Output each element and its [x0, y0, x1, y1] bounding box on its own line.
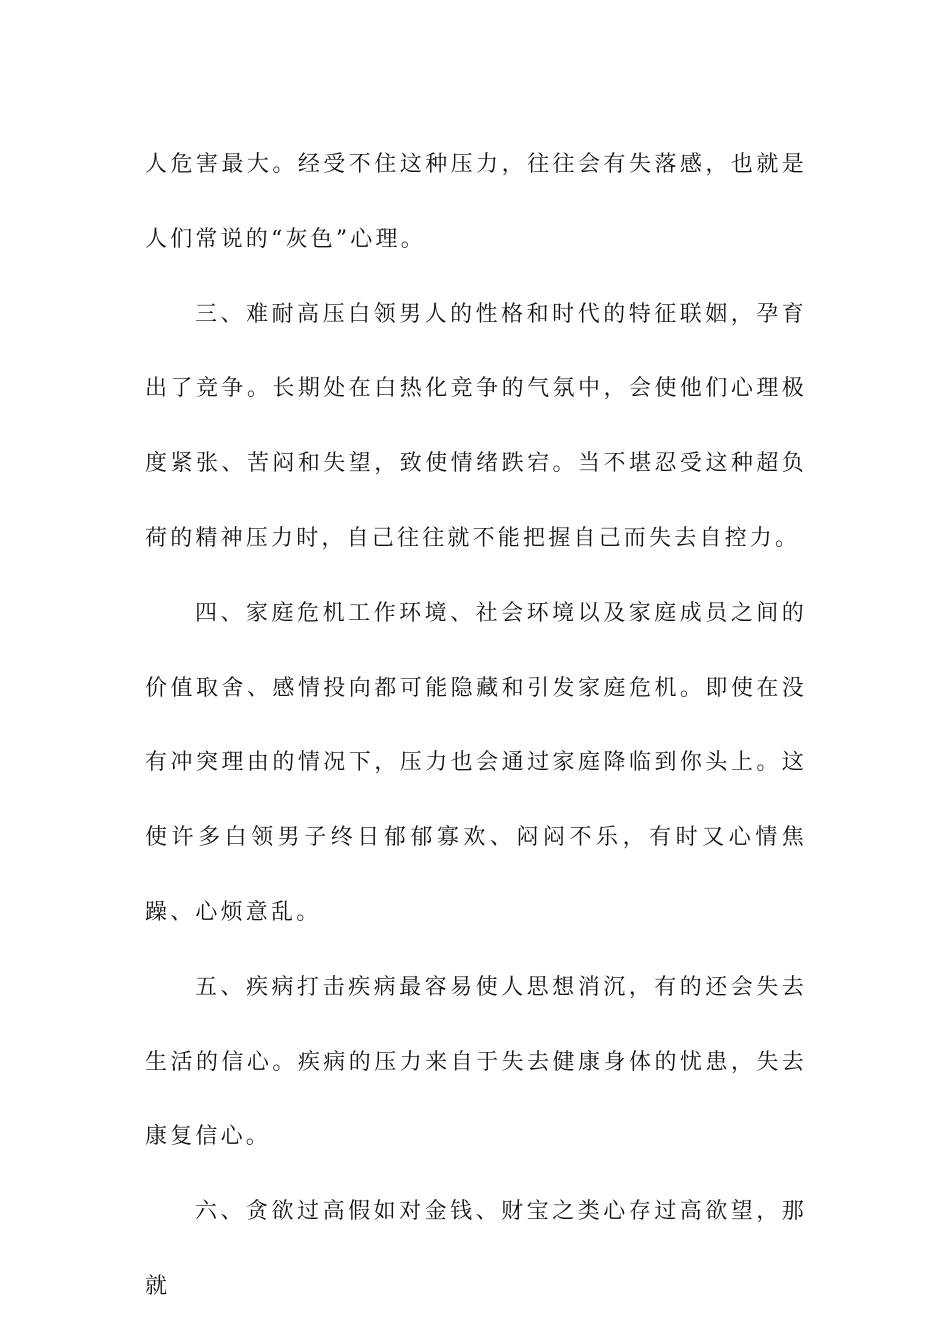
body-text [145, 128, 807, 1325]
paragraph-4-family-crisis: 四、家庭危机工作环境、社会环境以及家庭成员之间的价值取舍、感情投向都可能隐藏和引发家庭危机。即使在没有冲突理由的情况下，压力也会通过家庭降临到你头上。这使许多白领男子终日郁郁寡欢、闷闷不乐，有时又心情焦躁、心烦意乱。 [145, 600, 807, 925]
paragraph-5-illness: 五、疾病打击疾病最容易使人思想消沉，有的还会失去生活的信心。疾病的压力来自于失去健康身体的忧患，失去康复信心。 [145, 974, 807, 1150]
paragraph-3-stress-competition: 三、难耐高压白领男人的性格和时代的特征联姻，孕育出了竞争。长期处在白热化竞争的气氛中，会使他们心理极度紧张、苦闷和失望，致使情绪跌宕。当不堪忍受这种超负荷的精神压力时，自己往往就不能把握自己而失去自控力。 [145, 301, 807, 551]
paragraph-6-greed: 六、贪欲过高假如对金钱、财宝之类心存过高欲望，那就 [145, 1199, 807, 1299]
paragraph-continuation: 人危害最大。经受不住这种压力，往往会有失落感，也就是人们常说的“灰色”心理。 [145, 152, 807, 252]
